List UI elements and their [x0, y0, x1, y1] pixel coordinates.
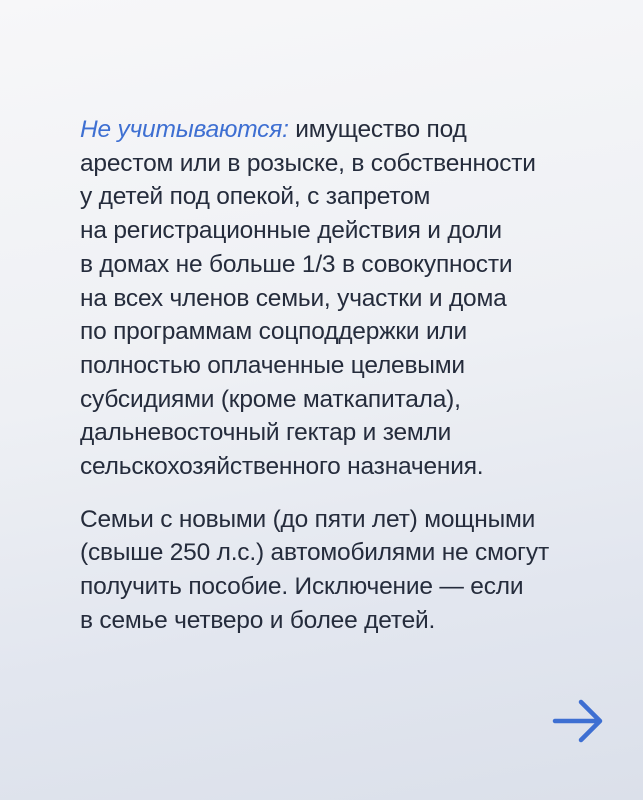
exclusions-paragraph: [80, 113, 620, 484]
text-line: на всех членов семьи, участки и дома: [80, 284, 507, 312]
text-line: по программам соцподдержки или: [80, 318, 468, 346]
text-line: в домах не больше 1/3 в совокупности: [80, 250, 513, 278]
text-line: дальневосточный гектар и земли: [80, 419, 452, 447]
text-line: субсидиями (кроме маткапитала),: [80, 385, 461, 413]
text-line: [80, 113, 620, 147]
text-line: полностью оплаченные целевыми: [80, 351, 465, 379]
arrow-right-icon[interactable]: [552, 697, 606, 745]
text-line: Семьи с новыми (до пяти лет) мощными: [80, 505, 536, 533]
text-line: в семье четверо и более детей.: [80, 606, 436, 634]
main-text: [80, 113, 620, 638]
vehicles-paragraph: [80, 503, 620, 638]
text-line: на регистрационные действия и доли: [80, 217, 502, 245]
text-line: арестом или в розыске, в собственности: [80, 149, 536, 177]
lead-phrase: Не учитываются:: [80, 116, 289, 143]
text-line: сельскохозяйственного назначения.: [80, 453, 484, 481]
text-line: получить пособие. Исключение — если: [80, 573, 524, 601]
text-line: у детей под опекой, с запретом: [80, 183, 431, 211]
lead-rest: имущество под: [288, 116, 467, 143]
text-line: (свыше 250 л.с.) автомобилями не смогут: [80, 539, 549, 567]
